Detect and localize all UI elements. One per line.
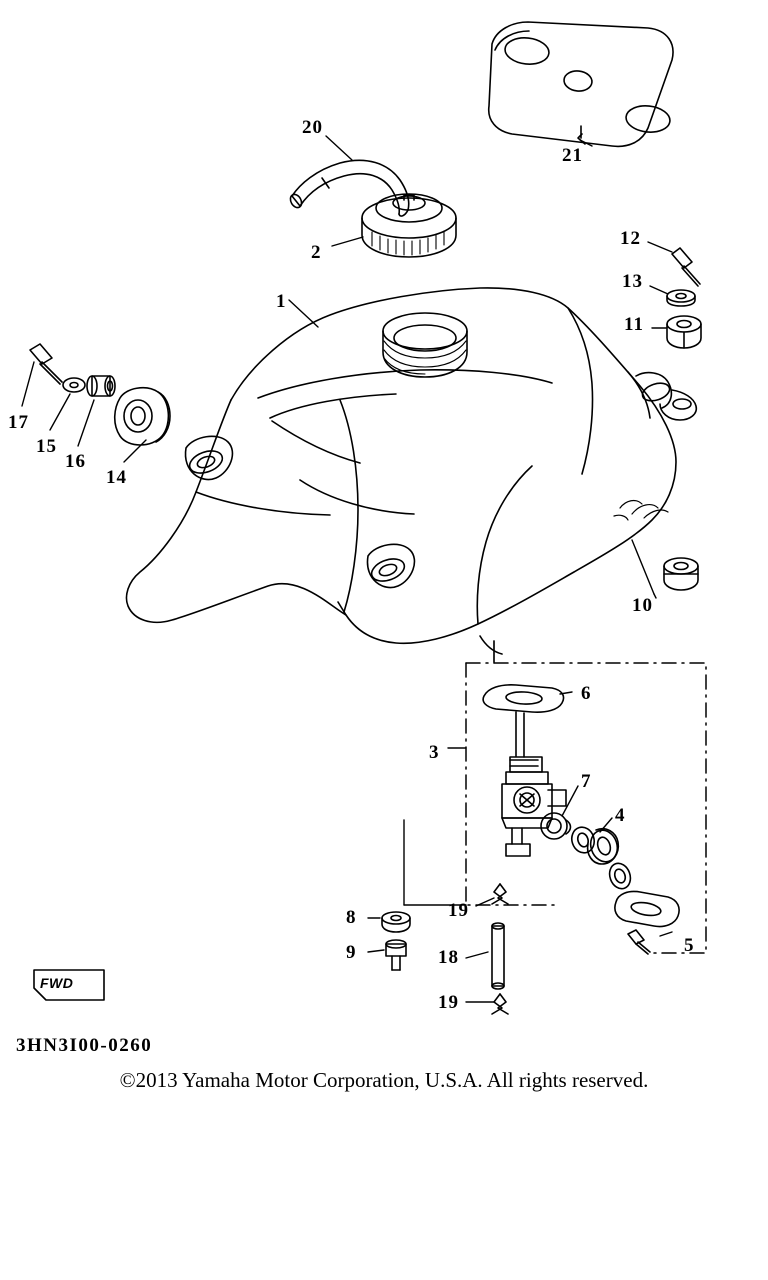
callout-8: 8: [346, 907, 357, 928]
part-12-bolt: [672, 248, 700, 286]
part-number: 3HN3I00-0260: [16, 1035, 153, 1056]
callout-5: 5: [684, 935, 695, 956]
callout-2: 2: [311, 242, 322, 263]
callout-14: 14: [106, 467, 127, 488]
callout-9: 9: [346, 942, 357, 963]
callout-19-lower: 19: [438, 992, 459, 1013]
callout-16: 16: [65, 451, 86, 472]
callout-15: 15: [36, 436, 57, 457]
callout-11: 11: [624, 314, 644, 335]
callout-17: 17: [8, 412, 29, 433]
fwd-label: FWD: [40, 975, 74, 991]
part-19b-clip: [492, 994, 508, 1014]
part-5-plate: [615, 891, 679, 954]
part-17-bolt: [30, 344, 62, 384]
callout-19-upper: 19: [448, 900, 469, 921]
callout-7: 7: [581, 771, 592, 792]
copyright-notice: ©2013 Yamaha Motor Corporation, U.S.A. All rights reserved.: [119, 1068, 649, 1092]
callout-3: 3: [429, 742, 440, 763]
part-6-gasket: [483, 685, 563, 712]
callout-20: 20: [302, 117, 323, 138]
part-11-grommet: [667, 316, 701, 348]
part-18-pipe: [492, 923, 504, 989]
part-20-hose: [288, 160, 409, 216]
part-3-petcock: [502, 712, 566, 856]
part-1-fuel-tank: [127, 288, 697, 654]
callout-12: 12: [620, 228, 641, 249]
callout-1: 1: [276, 291, 287, 312]
callout-10: 10: [632, 595, 653, 616]
part-19a-clip: [492, 884, 508, 904]
callout-4: 4: [615, 805, 626, 826]
part-16-collar: [87, 376, 115, 396]
part-14-damper: [115, 388, 170, 445]
part-8-washer: [382, 912, 410, 932]
callout-21: 21: [562, 145, 583, 166]
part-10-grommet: [664, 558, 698, 590]
part-7-oring: [541, 813, 571, 839]
callout-13: 13: [622, 271, 643, 292]
part-9-bolt: [386, 940, 406, 970]
callout-18: 18: [438, 947, 459, 968]
part-4-filter-set: [569, 824, 634, 891]
callout-6: 6: [581, 683, 592, 704]
part-13-washer: [667, 290, 695, 306]
part-15-washer: [63, 378, 85, 392]
